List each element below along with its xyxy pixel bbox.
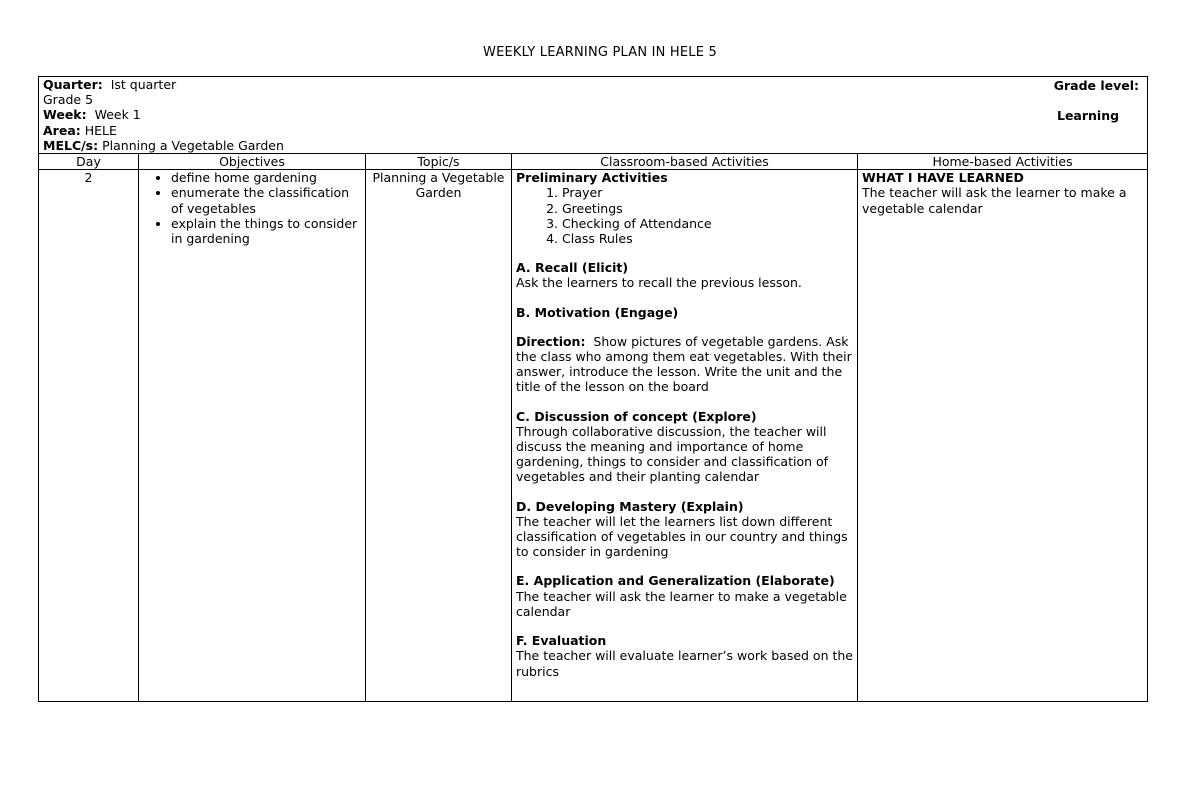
header-day: Day bbox=[39, 154, 139, 170]
application-title: E. Application and Generalization (Elaborate) bbox=[516, 573, 835, 589]
prelim-title: Preliminary Activities bbox=[516, 170, 668, 186]
area-value: HELE bbox=[84, 122, 117, 138]
discussion-text: Through collaborative discussion, the teacher will discuss the meaning and importance of home gardening, things to consider and classification of vegetables and their planting calendar bbox=[516, 423, 829, 485]
prelim-list bbox=[516, 185, 853, 246]
melc-line bbox=[43, 138, 1143, 153]
melc-value: Planning a Vegetable Garden bbox=[102, 137, 284, 153]
melc-label: MELC/s: bbox=[43, 137, 99, 153]
evaluation-text: The teacher will evaluate learner’s work based on the rubrics bbox=[516, 648, 853, 679]
list-item: 3. Checking of Attendance bbox=[562, 216, 853, 231]
header-home-activities: Home-based Activities bbox=[858, 154, 1148, 170]
learning-label: Learning bbox=[1056, 108, 1120, 124]
week-value: Week 1 bbox=[94, 107, 141, 123]
mastery-title: D. Developing Mastery (Explain) bbox=[516, 498, 744, 514]
info-row bbox=[39, 77, 1148, 154]
direction-paragraph bbox=[516, 334, 853, 395]
document-title: WEEKLY LEARNING PLAN IN HELE 5 bbox=[483, 45, 717, 60]
area-label: Area: bbox=[43, 122, 81, 138]
quarter-label: Quarter: bbox=[43, 77, 103, 92]
home-activities-cell bbox=[858, 170, 1148, 702]
application-text: The teacher will ask the learner to make a vegetable calendar bbox=[516, 588, 847, 619]
day-cell: 2 bbox=[39, 170, 139, 702]
classroom-activities-cell bbox=[512, 170, 858, 702]
home-title: WHAT I HAVE LEARNED bbox=[862, 170, 1024, 186]
discussion-title: C. Discussion of concept (Explore) bbox=[516, 408, 757, 424]
header-row bbox=[39, 154, 1148, 170]
home-text: The teacher will ask the learner to make a vegetable calendar bbox=[862, 185, 1127, 216]
info-cell bbox=[39, 77, 1148, 154]
list-item: • define home gardening bbox=[171, 170, 361, 185]
motivation-title: B. Motivation (Engage) bbox=[516, 304, 679, 320]
header-classroom-activities: Classroom-based Activities bbox=[512, 154, 858, 170]
week-line bbox=[43, 107, 1143, 122]
evaluation-title: F. Evaluation bbox=[516, 633, 607, 649]
list-item: • explain the things to consider in gardening bbox=[171, 216, 361, 246]
objectives-cell bbox=[139, 170, 366, 702]
table-row bbox=[39, 170, 1148, 702]
recall-title: A. Recall (Elicit) bbox=[516, 260, 629, 276]
mastery-text: The teacher will let the learners list down different classification of vegetables in our country and things to consider in gardening bbox=[516, 513, 848, 560]
list-item: 4. Class Rules bbox=[562, 231, 853, 246]
info-right bbox=[1054, 78, 1139, 123]
list-item: 1. Prayer bbox=[562, 185, 853, 200]
list-item: • enumerate the classification of vegetables bbox=[171, 185, 361, 215]
header-topics: Topic/s bbox=[366, 154, 512, 170]
area-line bbox=[43, 123, 1143, 138]
quarter-line bbox=[43, 77, 1143, 92]
info-left bbox=[43, 77, 1143, 153]
list-item: 2. Greetings bbox=[562, 201, 853, 216]
grade-level-label: Grade level: bbox=[1053, 78, 1140, 93]
topic-cell: Planning a Vegetable Garden bbox=[366, 170, 512, 702]
objectives-list bbox=[143, 170, 361, 246]
recall-text: Ask the learners to recall the previous lesson. bbox=[516, 275, 802, 291]
header-objectives: Objectives bbox=[139, 154, 366, 170]
direction-text: Show pictures of vegetable gardens. Ask the class who among them eat vegetables. With their answer, introduce the lesson. Write the unit and the title of the lesson on the board bbox=[516, 333, 852, 395]
learning-plan-table bbox=[38, 76, 1148, 702]
direction-label: Direction: bbox=[516, 333, 586, 349]
week-label: Week: bbox=[43, 107, 87, 123]
quarter-value: Ist quarter bbox=[110, 77, 177, 92]
grade-value: Grade 5 bbox=[43, 92, 94, 108]
